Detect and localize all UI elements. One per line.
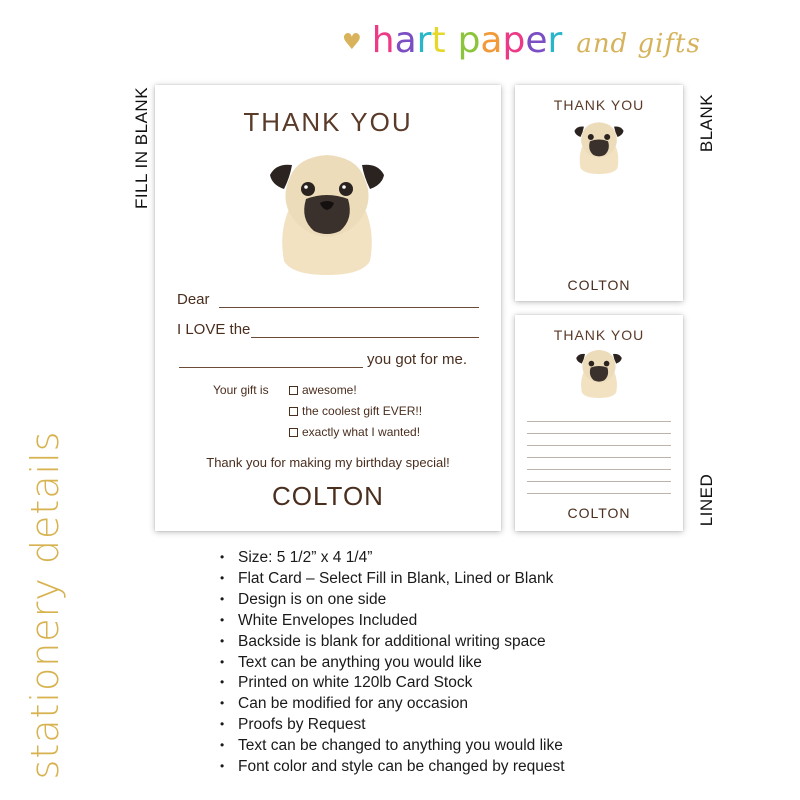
label-stationery-details: stationery details xyxy=(23,430,67,780)
brand-letter: a xyxy=(394,20,417,61)
list-item: • Printed on white 120lb Card Stock xyxy=(220,674,473,692)
writing-line xyxy=(527,421,671,422)
checkbox-icon xyxy=(289,386,298,395)
brand-letter: a xyxy=(480,20,503,61)
card-title: THANK YOU xyxy=(553,327,645,343)
option-what-i-wanted[interactable]: exactly what I wanted! xyxy=(289,425,420,439)
dear-label: Dear xyxy=(177,291,210,308)
checkbox-icon xyxy=(289,407,298,416)
list-item: • White Envelopes Included xyxy=(220,611,418,629)
label-blank: BLANK xyxy=(697,93,716,153)
list-item: • Flat Card – Select Fill in Blank, Lined or Blank xyxy=(220,569,554,587)
writing-line xyxy=(527,433,671,434)
writing-line xyxy=(527,457,671,458)
i-love-the-label: I LOVE the xyxy=(177,321,251,338)
details-list xyxy=(220,548,680,778)
writing-line xyxy=(527,493,671,494)
writing-line xyxy=(527,469,671,470)
brand-letter: h xyxy=(371,20,395,61)
list-item: • Size: 5 1/2” x 4 1/4” xyxy=(220,549,373,566)
card-name: COLTON xyxy=(567,277,631,293)
list-item: • Text can be anything you would like xyxy=(220,653,482,671)
brand-letter: p xyxy=(457,20,481,61)
card-fill-in-blank xyxy=(155,85,501,531)
pug-illustration xyxy=(571,115,627,177)
label-lined: LINED xyxy=(697,473,716,527)
list-item: • Text can be changed to anything you would like xyxy=(220,737,563,755)
list-item: • Design is on one side xyxy=(220,590,387,608)
brand-letter: r xyxy=(416,20,432,61)
dear-blank-line[interactable] xyxy=(219,307,479,308)
pug-illustration xyxy=(573,343,625,401)
option-awesome[interactable]: awesome! xyxy=(289,383,357,397)
list-item: • Font color and style can be changed by request xyxy=(220,758,565,776)
writing-line xyxy=(527,481,671,482)
brand-word-paper xyxy=(458,20,563,61)
list-item: • Can be modified for any occasion xyxy=(220,695,469,713)
list-item: • Proofs by Request xyxy=(220,716,366,734)
brand-letter: r xyxy=(547,20,563,61)
pug-illustration xyxy=(262,143,392,277)
label-fill-in-blank: FILL IN BLANK xyxy=(132,86,151,210)
card-name: COLTON xyxy=(567,505,631,521)
brand-letter: p xyxy=(502,20,526,61)
option-coolest[interactable]: the coolest gift EVER!! xyxy=(289,404,422,418)
brand-script: and gifts xyxy=(576,29,701,59)
card-blank xyxy=(515,85,683,301)
brand-logo xyxy=(342,20,701,66)
gift-blank-line[interactable] xyxy=(251,337,479,338)
card-title: THANK YOU xyxy=(243,107,413,137)
writing-line xyxy=(527,445,671,446)
checkbox-icon xyxy=(289,428,298,437)
special-message: Thank you for making my birthday special! xyxy=(206,455,450,470)
gift-name-blank-line[interactable] xyxy=(179,367,363,368)
card-name: COLTON xyxy=(272,481,384,511)
card-lined xyxy=(515,315,683,531)
you-got-label: you got for me. xyxy=(367,351,468,368)
your-gift-is-label: Your gift is xyxy=(213,383,269,397)
brand-letter: e xyxy=(525,20,548,61)
heart-icon: ♥ xyxy=(342,30,362,55)
card-title: THANK YOU xyxy=(553,97,645,113)
brand-word-hart xyxy=(372,20,446,61)
brand-letter: t xyxy=(431,20,446,61)
list-item: • Backside is blank for additional writing space xyxy=(220,632,546,650)
